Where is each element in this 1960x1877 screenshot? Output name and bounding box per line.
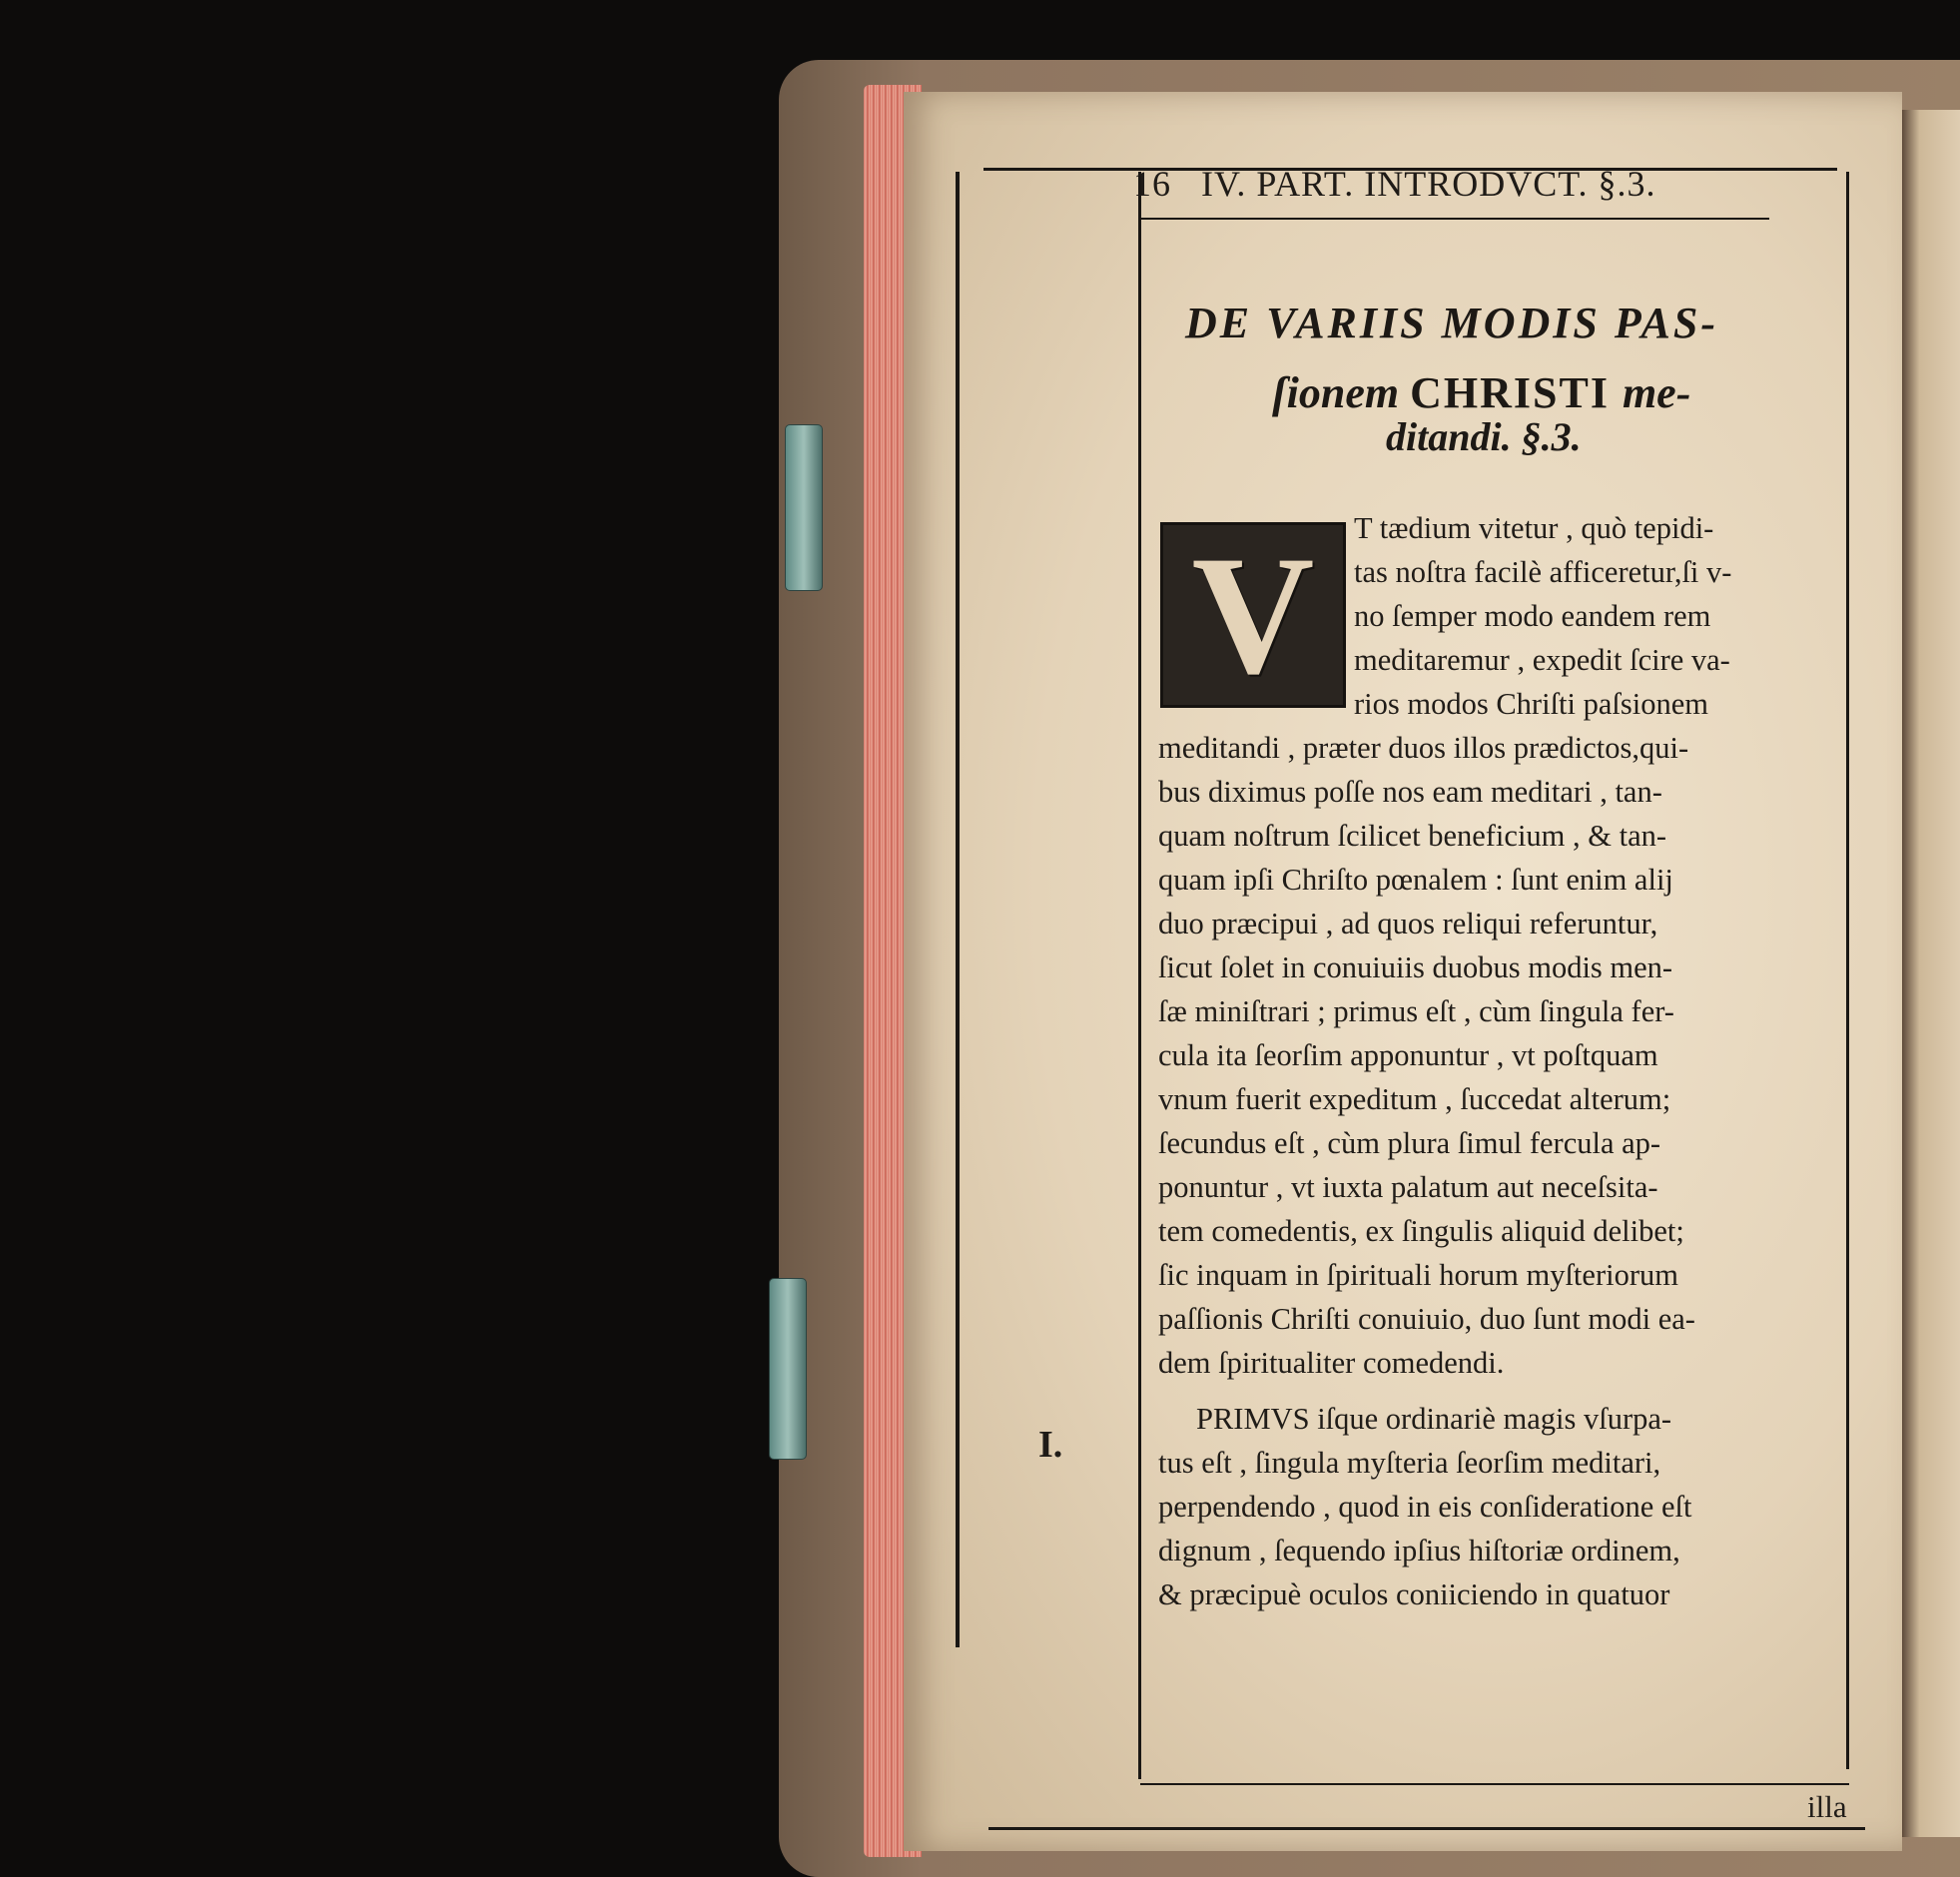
body-line: quam noſtrum ſcilicet beneficium , & tan- (1158, 819, 1667, 853)
outer-left-rule (956, 172, 960, 1647)
running-header (1133, 163, 1656, 205)
body-line: bus diximus poſſe nos eam meditari , tan- (1158, 775, 1662, 809)
body-line: cula ita ſeorſim apponuntur , vt poſtquam (1158, 1038, 1658, 1072)
body-line: meditaremur , expedit ſcire va- (1354, 643, 1730, 677)
title-word-christi: CHRISTI (1410, 368, 1623, 417)
header-underline (1140, 218, 1769, 220)
upper-clasp (785, 424, 823, 591)
bottom-text-rule (1140, 1783, 1849, 1785)
margin-note: I. (1038, 1424, 1063, 1466)
body-line: & præcipuè oculos coniiciendo in quatuor (1158, 1577, 1670, 1611)
body-line: tus eſt , ſingula myſteria ſeorſim meditari, (1158, 1446, 1661, 1480)
body-line: rios modos Chriſti paſsionem (1354, 687, 1708, 721)
page-number: 16 (1133, 164, 1171, 204)
body-line: meditandi , præter duos illos prædictos,qui- (1158, 731, 1689, 765)
body-line: paſſionis Chriſti conuiuio, duo ſunt modi ea- (1158, 1302, 1695, 1336)
body-line: quam ipſi Chriſto pœnalem : ſunt enim alij (1158, 863, 1673, 897)
title-line-3: ditandi. §.3. (1386, 414, 1582, 459)
body-line: no ſemper modo eandem rem (1354, 599, 1711, 633)
bottom-frame-rule (988, 1827, 1865, 1830)
body-line: tas noſtra facilè afficeretur,ſi v- (1354, 555, 1732, 589)
body-line: ponuntur , vt iuxta palatum aut neceſsita- (1158, 1170, 1658, 1204)
body-line: perpendendo , quod in eis conſideratione eſt (1158, 1490, 1692, 1524)
body-line: ſæ miniſtrari ; primus eſt , cùm ſingula fer- (1158, 994, 1674, 1028)
title-line-1: DE VARIIS MODIS PAS- (1185, 299, 1718, 347)
running-title: IV. PART. INTRODVCT. §.3. (1201, 164, 1656, 204)
body-line: duo præcipui , ad quos reliqui referuntur, (1158, 907, 1658, 940)
title-word-sionem: ſionem (1272, 368, 1411, 417)
body-line: T tædium vitetur , quò tepidi- (1354, 511, 1714, 545)
initial-letter: V (1191, 522, 1315, 708)
right-rule (1846, 172, 1849, 1769)
title-word-me: me- (1622, 368, 1691, 417)
body-line: PRIMVS iſque ordinariè magis vſurpa- (1196, 1402, 1672, 1436)
facing-page-edge (1902, 110, 1960, 1837)
catchword: illa (1807, 1789, 1847, 1824)
body-line: tem comedentis, ex ſingulis aliquid delibet; (1158, 1214, 1684, 1248)
title-line-2 (1272, 367, 1690, 418)
body-line: ſic inquam in ſpirituali horum myſteriorum (1158, 1258, 1678, 1292)
decorated-initial (1160, 522, 1346, 708)
body-line: ſecundus eſt , cùm plura ſimul fercula ap- (1158, 1126, 1661, 1160)
inner-left-rule (1138, 172, 1141, 1779)
lower-clasp (769, 1278, 807, 1460)
body-line: dem ſpiritualiter comedendi. (1158, 1346, 1505, 1380)
body-line: dignum , ſequendo ipſius hiſtoriæ ordinem, (1158, 1534, 1680, 1567)
body-line: ſicut ſolet in conuiuiis duobus modis men- (1158, 950, 1673, 984)
body-line: vnum fuerit expeditum , ſuccedat alterum; (1158, 1082, 1671, 1116)
